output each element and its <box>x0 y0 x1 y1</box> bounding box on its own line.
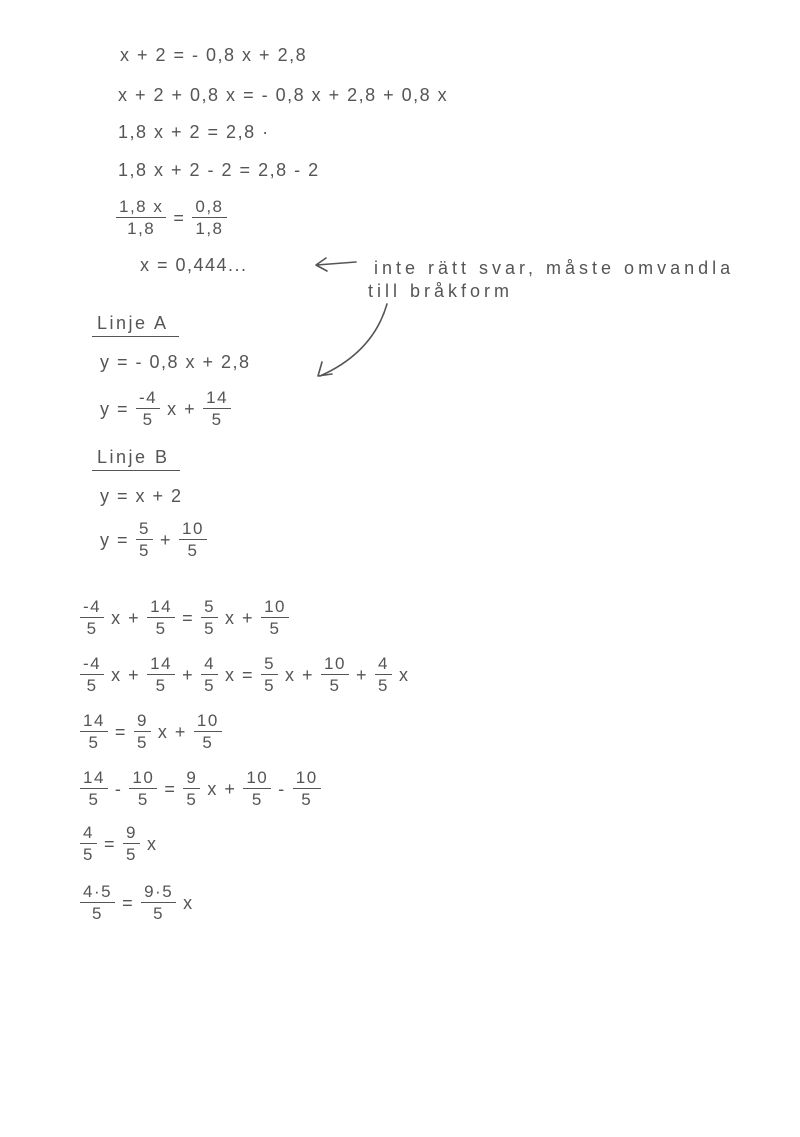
fraction <box>80 597 104 639</box>
expression-text: x + <box>157 722 187 742</box>
fraction <box>134 711 151 753</box>
fraction-numerator: 1,8 x <box>116 197 166 218</box>
fraction <box>203 388 231 430</box>
fraction-numerator: 14 <box>147 654 175 675</box>
linje-a-fraction-form <box>100 388 231 430</box>
fraction-denominator: 5 <box>204 676 216 695</box>
fraction-denominator: 5 <box>88 733 100 752</box>
fraction-step-1 <box>80 597 289 639</box>
fraction-denominator: 5 <box>155 676 167 695</box>
expression-text: = <box>122 893 135 913</box>
fraction-numerator: 4 <box>80 823 97 844</box>
fraction-numerator: 14 <box>80 768 108 789</box>
equation-step-2: x + 2 + 0,8 x = - 0,8 x + 2,8 + 0,8 x <box>118 85 449 105</box>
fraction-numerator: 14 <box>147 597 175 618</box>
expression-text: x + <box>167 399 197 419</box>
fraction-numerator: 10 <box>321 654 349 675</box>
expression-text: y = <box>100 399 130 419</box>
fraction <box>192 197 226 239</box>
expression-text: - <box>278 779 286 799</box>
curved-pointer-arrow-icon <box>318 304 387 376</box>
fraction-step-6 <box>80 882 194 924</box>
fraction-denominator: 5 <box>187 541 199 560</box>
fraction-denominator: 5 <box>86 676 98 695</box>
expression-text: = <box>173 208 186 228</box>
fraction <box>201 597 218 639</box>
fraction <box>147 654 175 696</box>
expression-text: x <box>183 893 194 913</box>
fraction <box>129 768 157 810</box>
fraction <box>179 519 207 561</box>
fraction-numerator: 5 <box>201 597 218 618</box>
fraction-numerator: 4·5 <box>80 882 115 903</box>
fraction-step-3 <box>80 711 222 753</box>
expression-text: x + <box>225 608 255 628</box>
expression-text: x + <box>111 665 141 685</box>
fraction-numerator: 4 <box>201 654 218 675</box>
fraction-denominator: 5 <box>83 845 94 864</box>
expression-text: + <box>159 530 172 550</box>
fraction-denominator: 5 <box>202 733 214 752</box>
expression-text: x <box>146 834 158 854</box>
fraction-denominator: 5 <box>251 790 263 809</box>
fraction-denominator: 5 <box>136 733 148 752</box>
fraction-denominator: 5 <box>264 676 276 695</box>
expression-text: = <box>182 608 195 628</box>
fraction-numerator: 9 <box>123 823 140 844</box>
fraction <box>243 768 271 810</box>
fraction-numerator: 10 <box>243 768 271 789</box>
fraction <box>141 882 176 924</box>
fraction-denominator: 1,8 <box>127 219 156 238</box>
expression-text: y = <box>100 530 130 550</box>
fraction-denominator: 5 <box>153 904 165 923</box>
fraction-step-5 <box>80 823 157 865</box>
expression-text: x + <box>285 665 315 685</box>
equation-step-1: x + 2 = - 0,8 x + 2,8 <box>120 45 308 65</box>
fraction-numerator: -4 <box>80 597 104 618</box>
fraction-numerator: -4 <box>80 654 104 675</box>
fraction <box>123 823 140 865</box>
fraction-numerator: 5 <box>136 519 153 540</box>
fraction <box>293 768 321 810</box>
fraction <box>261 597 289 639</box>
fraction-numerator: 5 <box>261 654 278 675</box>
fraction <box>80 823 97 865</box>
expression-text: = <box>114 722 127 742</box>
linje-b-decimal-form: y = x + 2 <box>100 486 183 506</box>
fraction <box>194 711 222 753</box>
fraction-denominator: 5 <box>92 904 104 923</box>
fraction-denominator: 5 <box>269 619 281 638</box>
fraction-numerator: 10 <box>194 711 222 732</box>
fraction-denominator: 5 <box>125 845 137 864</box>
fraction <box>261 654 278 696</box>
fraction <box>136 388 160 430</box>
expression-text: x <box>398 665 410 685</box>
fraction-denominator: 5 <box>142 410 154 429</box>
linje-a-heading: Linje A <box>92 312 179 337</box>
fraction-denominator: 5 <box>86 619 98 638</box>
left-arrow-icon <box>316 258 356 271</box>
expression-text: + <box>182 665 195 685</box>
fraction <box>116 197 166 239</box>
expression-text: x + <box>111 608 141 628</box>
fraction-denominator: 5 <box>204 619 216 638</box>
fraction-denominator: 5 <box>329 676 341 695</box>
fraction-denominator: 5 <box>186 790 198 809</box>
fraction-denominator: 5 <box>301 790 313 809</box>
fraction-denominator: 5 <box>211 410 223 429</box>
fraction-step-2 <box>80 654 409 696</box>
fraction-denominator: 1,8 <box>195 219 224 238</box>
fraction <box>147 597 175 639</box>
fraction <box>136 519 153 561</box>
expression-text: x + <box>207 779 237 799</box>
fraction-denominator: 5 <box>155 619 167 638</box>
fraction-numerator: 10 <box>129 768 157 789</box>
linje-b-heading: Linje B <box>92 446 180 471</box>
fraction-numerator: 4 <box>375 654 392 675</box>
fraction-numerator: 14 <box>203 388 231 409</box>
fraction-numerator: -4 <box>136 388 160 409</box>
fraction <box>321 654 349 696</box>
fraction-denominator: 5 <box>139 541 150 560</box>
fraction <box>201 654 218 696</box>
fraction-numerator: 14 <box>80 711 108 732</box>
fraction-denominator: 5 <box>137 790 149 809</box>
fraction-denominator: 5 <box>88 790 100 809</box>
expression-text: = <box>103 834 116 854</box>
expression-text: - <box>114 779 123 799</box>
equation-step-3: 1,8 x + 2 = 2,8 · <box>118 122 270 142</box>
decimal-result: x = 0,444... <box>140 255 248 275</box>
fraction <box>375 654 392 696</box>
linje-a-decimal-form: y = - 0,8 x + 2,8 <box>100 352 251 372</box>
fraction <box>80 768 108 810</box>
fraction-step-4 <box>80 768 321 810</box>
equation-step-4: 1,8 x + 2 - 2 = 2,8 - 2 <box>118 160 320 180</box>
annotation-line-1: inte rätt svar, måste omvandla <box>374 258 735 278</box>
fraction-numerator: 10 <box>293 768 321 789</box>
expression-text: = <box>164 779 177 799</box>
fraction-numerator: 9 <box>183 768 200 789</box>
fraction-numerator: 9 <box>134 711 151 732</box>
fraction <box>80 654 104 696</box>
expression-text: x = <box>225 665 255 685</box>
fraction-numerator: 9·5 <box>141 882 176 903</box>
fraction-numerator: 0,8 <box>192 197 226 218</box>
fraction <box>80 711 108 753</box>
linje-b-fraction-form <box>100 519 207 561</box>
fraction <box>183 768 200 810</box>
fraction-numerator: 10 <box>179 519 207 540</box>
fraction-denominator: 5 <box>377 676 389 695</box>
fraction <box>80 882 115 924</box>
equation-divide-step <box>116 197 227 239</box>
annotation-line-2: till bråkform <box>368 281 514 301</box>
expression-text: + <box>355 665 368 685</box>
fraction-numerator: 10 <box>261 597 289 618</box>
